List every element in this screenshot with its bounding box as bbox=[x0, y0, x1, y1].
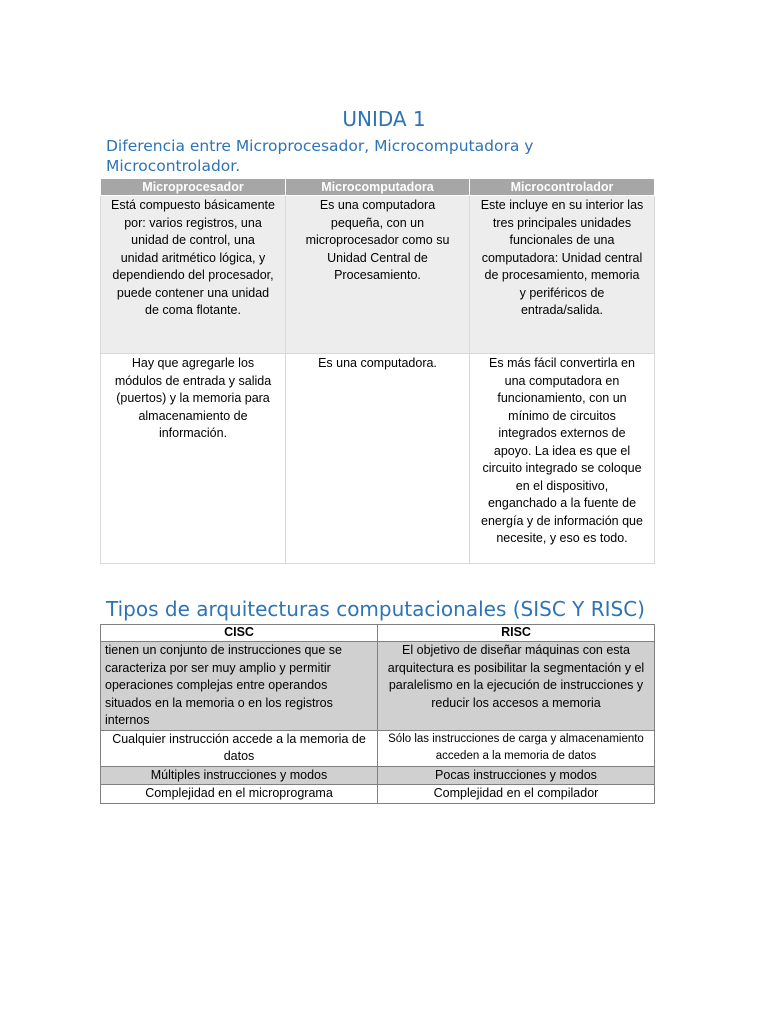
table-cell: Hay que agregarle los módulos de entrada y salida (puertos) y la memoria para almacenamiento de información. bbox=[101, 354, 286, 564]
table-row bbox=[101, 196, 655, 354]
comparison-table-cisc-risc bbox=[100, 624, 655, 804]
table-cell: tienen un conjunto de instrucciones que se caracteriza por ser muy amplio y permitir operaciones complejas entre operandos situados en la memoria o en los registros internos bbox=[101, 642, 378, 731]
table-header-row bbox=[101, 625, 655, 642]
page-title: UNIDA 1 bbox=[342, 107, 426, 131]
table-cell: Este incluye en su interior las tres principales unidades funcionales de una computadora: Unidad central de procesamiento, memoria y periféricos de entrada/salida. bbox=[470, 196, 655, 354]
table-cell: Cualquier instrucción accede a la memoria de datos bbox=[101, 730, 378, 766]
table-row bbox=[101, 642, 655, 731]
table-row bbox=[101, 730, 655, 766]
table-cell: Complejidad en el compilador bbox=[378, 785, 655, 804]
table-cell: Es una computadora pequeña, con un microprocesador como su Unidad Central de Procesamiento. bbox=[286, 196, 470, 354]
table-cell: Es más fácil convertirla en una computadora en funcionamiento, con un mínimo de circuitos integrados externos de apoyo. La idea es que el circuito integrado se coloque en el dispositivo, enganchado a la fuente de energía y de información que necesite, y eso es todo. bbox=[470, 354, 655, 564]
section-title: Tipos de arquitecturas computacionales (SISC Y RISC) bbox=[106, 597, 645, 621]
header-cisc: CISC bbox=[101, 625, 378, 642]
table-cell: Pocas instrucciones y modos bbox=[378, 766, 655, 785]
header-microcontrolador: Microcontrolador bbox=[470, 179, 655, 196]
table-cell: El objetivo de diseñar máquinas con esta arquitectura es posibilitar la segmentación y el paralelismo en la ejecución de instrucciones y reducir los accesos a memoria bbox=[378, 642, 655, 731]
header-microcomputadora: Microcomputadora bbox=[286, 179, 470, 196]
table-header-row bbox=[101, 179, 655, 196]
table-cell: Está compuesto básicamente por: varios registros, una unidad de control, una unidad aritmético lógica, y dependiendo del procesador, puede contener una unidad de coma flotante. bbox=[101, 196, 286, 354]
table-row bbox=[101, 785, 655, 804]
table-row bbox=[101, 354, 655, 564]
table-cell: Complejidad en el microprograma bbox=[101, 785, 378, 804]
table-cell: Sólo las instrucciones de carga y almacenamiento acceden a la memoria de datos bbox=[378, 730, 655, 766]
header-microprocesador: Microprocesador bbox=[101, 179, 286, 196]
document-subtitle: Diferencia entre Microprocesador, Microcomputadora y Microcontrolador. bbox=[106, 137, 534, 175]
comparison-table-micro bbox=[100, 178, 655, 564]
table-cell: Múltiples instrucciones y modos bbox=[101, 766, 378, 785]
table-row bbox=[101, 766, 655, 785]
table-cell: Es una computadora. bbox=[286, 354, 470, 564]
header-risc: RISC bbox=[378, 625, 655, 642]
